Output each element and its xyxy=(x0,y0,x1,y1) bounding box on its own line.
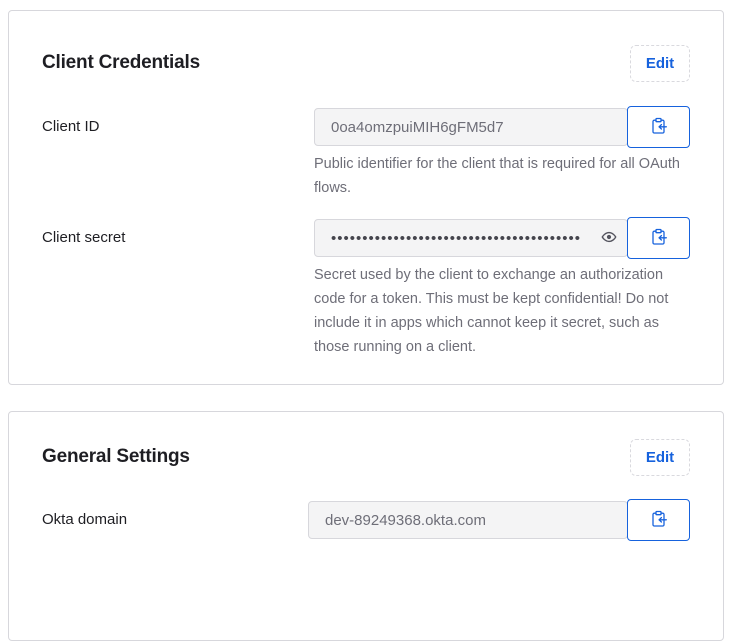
clipboard-copy-icon xyxy=(650,228,667,249)
client-secret-help-text: Secret used by the client to exchange an authorization code for a token. This must be kept confidential! Do not include it in apps which cannot keep it secret, such as those running on a client. xyxy=(314,267,669,355)
okta-domain-input[interactable] xyxy=(308,501,628,539)
edit-client-credentials-button[interactable]: Edit xyxy=(630,45,690,82)
client-credentials-title: Client Credentials xyxy=(42,52,200,73)
client-id-input[interactable] xyxy=(314,108,628,146)
client-secret-input-wrap xyxy=(314,219,628,257)
client-secret-row xyxy=(42,217,690,359)
reveal-client-secret-button[interactable] xyxy=(598,227,620,249)
copy-client-secret-button[interactable] xyxy=(627,217,690,259)
okta-domain-field xyxy=(308,499,690,541)
clipboard-copy-icon xyxy=(650,510,667,531)
eye-icon xyxy=(601,229,617,248)
okta-domain-row xyxy=(42,499,690,541)
clipboard-copy-icon xyxy=(650,117,667,138)
client-id-input-group xyxy=(314,106,690,148)
copy-okta-domain-button[interactable] xyxy=(627,499,690,541)
client-id-row xyxy=(42,106,690,200)
general-settings-header xyxy=(42,437,690,477)
client-secret-input-group xyxy=(314,217,690,259)
client-credentials-panel xyxy=(8,10,724,385)
general-settings-panel xyxy=(8,411,724,641)
okta-domain-label: Okta domain xyxy=(42,511,128,528)
client-id-label: Client ID xyxy=(42,118,100,135)
client-id-help-text: Public identifier for the client that is required for all OAuth flows. xyxy=(314,156,680,196)
client-secret-label: Client secret xyxy=(42,229,126,246)
client-secret-field xyxy=(314,217,690,359)
okta-domain-input-group xyxy=(308,499,690,541)
okta-domain-input-wrap xyxy=(308,501,628,539)
edit-general-settings-button[interactable]: Edit xyxy=(630,439,690,476)
client-id-input-wrap xyxy=(314,108,628,146)
client-id-field xyxy=(314,106,690,200)
client-credentials-header xyxy=(42,43,690,83)
general-settings-title: General Settings xyxy=(42,446,190,467)
copy-client-id-button[interactable] xyxy=(627,106,690,148)
client-secret-input[interactable] xyxy=(314,219,628,257)
